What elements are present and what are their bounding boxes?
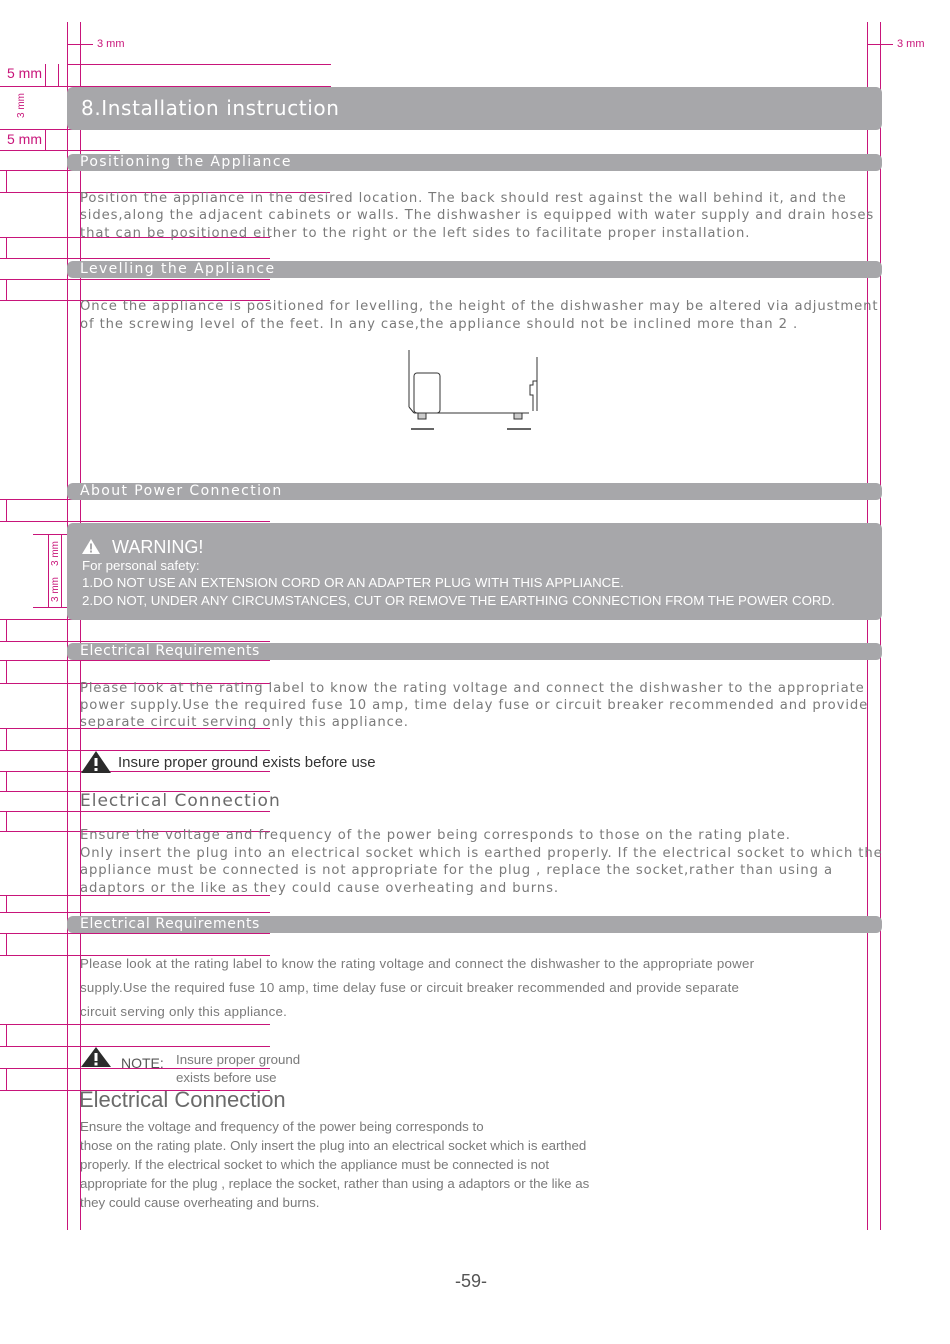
guide-line: [880, 22, 881, 1230]
guide-line: [0, 660, 270, 661]
text-line: circuit serving only this appliance.: [80, 1004, 288, 1019]
text-line: Position the appliance in the desired location. The back should rest against the wall behind it, and the: [80, 191, 847, 206]
text-line: that can be positioned either to the right or the left sides to facilitate proper installation.: [80, 226, 751, 241]
text-line: they could cause overheating and burns.: [80, 1195, 320, 1210]
guide-line: [67, 64, 331, 65]
warning-subtitle: For personal safety:: [82, 558, 200, 573]
page-title: 8.Installation instruction: [81, 96, 340, 120]
section-heading: Electrical Connection: [80, 791, 281, 811]
guide-line: [6, 237, 7, 258]
section-bar-levelling: [67, 261, 882, 278]
title-bar: [67, 87, 882, 130]
guide-line: [48, 534, 49, 607]
guide-line: [867, 44, 893, 45]
guide-line: [867, 22, 868, 1230]
warning-icon: [80, 750, 112, 774]
text-line: Please look at the rating label to know the rating voltage and connect the dishwasher to the appropriate: [80, 681, 865, 696]
section-heading: Electrical Requirements: [80, 643, 260, 659]
guide-line: [0, 279, 270, 280]
text-line: appliance must be connected is not appropriate for the plug , replace the socket,rather than using a: [80, 863, 833, 878]
guide-line: [6, 771, 7, 791]
text-line: Ensure the voltage and frequency of the power being corresponds to: [80, 1119, 484, 1134]
text-line: Once the appliance is positioned for levelling, the height of the dishwasher may be altered via adjustment: [80, 299, 879, 314]
warning-item: 2.DO NOT, UNDER ANY CIRCUMSTANCES, CUT OR REMOVE THE EARTHING CONNECTION FROM THE POWER CORD.: [82, 593, 835, 608]
guide-line: [6, 499, 7, 521]
section-heading: Electrical Connection: [79, 1087, 286, 1112]
text-line: properly. If the electrical socket to which the appliance must be connected is not: [80, 1157, 550, 1172]
guide-line: [0, 1046, 270, 1047]
guide-line: [45, 129, 46, 151]
margin-label: 3 mm: [50, 541, 61, 566]
guide-line: [6, 933, 7, 955]
text-line: separate circuit serving only this appliance.: [80, 715, 409, 730]
page-number: -59-: [455, 1271, 488, 1291]
warning-item: 1.DO NOT USE AN EXTENSION CORD OR AN ADAPTER PLUG WITH THIS APPLIANCE.: [82, 575, 624, 590]
warning-icon: [80, 1046, 112, 1068]
note-text: exists before use: [176, 1070, 277, 1085]
text-line: of the screwing level of the feet. In any case,the appliance should not be inclined more than 2 .: [80, 317, 799, 332]
guide-line: [0, 933, 270, 934]
text-line: Ensure the voltage and frequency of the power being corresponds to those on the rating plate.: [80, 828, 791, 843]
guide-line: [45, 64, 46, 86]
guide-line: [0, 771, 270, 772]
text-line: supply.Use the required fuse 10 amp, time delay fuse or circuit breaker recommended and provide separate: [80, 980, 740, 995]
guide-line: [67, 44, 93, 45]
text-line: appropriate for the plug , replace the socket, rather than using a adaptors or the like as: [80, 1176, 590, 1191]
margin-label: 3 mm: [97, 38, 125, 50]
section-bar-positioning: [67, 154, 882, 171]
guide-line: [6, 811, 7, 831]
note-label: NOTE:: [121, 1055, 164, 1071]
note-text: Insure proper ground: [176, 1052, 301, 1067]
levelling-diagram: [400, 345, 545, 437]
guide-line: [0, 811, 270, 812]
guide-line: [6, 728, 7, 750]
text-line: adaptors or the like as they could cause overheating and burns.: [80, 881, 560, 896]
text-line: Only insert the plug into an electrical socket which is earthed properly. If the electrical socket to which the: [80, 846, 883, 861]
guide-line: [0, 641, 270, 642]
section-heading: About Power Connection: [80, 483, 283, 499]
text-line: power supply.Use the required fuse 10 amp, time delay fuse or circuit breaker recommended and provide: [80, 698, 869, 713]
warning-icon: [81, 538, 101, 555]
section-bar-power: [67, 483, 882, 500]
guide-line: [0, 521, 270, 522]
guide-line: [6, 170, 7, 192]
section-heading: Electrical Requirements: [80, 916, 260, 932]
guide-line: [0, 750, 270, 751]
guide-line: [6, 660, 7, 683]
guide-line: [6, 1024, 7, 1046]
text-line: sides,along the adjacent cabinets or walls. The dishwasher is equipped with water supply and drain hoses: [80, 208, 875, 223]
warning-box: [67, 523, 882, 620]
margin-label: 5 mm: [7, 65, 42, 81]
guide-line: [6, 895, 7, 912]
ground-note: Insure proper ground exists before use: [118, 754, 376, 771]
warning-title: WARNING!: [112, 537, 204, 557]
guide-line: [67, 22, 68, 1230]
section-bar-elec-req: [67, 643, 882, 660]
margin-label: 3 mm: [897, 38, 925, 50]
text-line: Please look at the rating label to know the rating voltage and connect the dishwasher to the appropriate power: [80, 956, 755, 971]
margin-label: 3 mm: [16, 93, 27, 118]
guide-line: [6, 619, 7, 641]
guide-line: [58, 64, 59, 86]
section-heading: Levelling the Appliance: [80, 261, 276, 277]
guide-line: [61, 534, 62, 607]
guide-line: [0, 912, 270, 913]
guide-line: [0, 258, 270, 259]
guide-line: [6, 1068, 7, 1090]
section-bar-elec-req: [67, 916, 882, 933]
margin-label: 3 mm: [50, 577, 61, 602]
text-line: those on the rating plate. Only insert the plug into an electrical socket which is earthed: [80, 1138, 587, 1153]
margin-label: 5 mm: [7, 131, 42, 147]
section-heading: Positioning the Appliance: [80, 154, 292, 170]
guide-line: [6, 279, 7, 300]
guide-line: [0, 150, 120, 151]
guide-line: [0, 1024, 270, 1025]
